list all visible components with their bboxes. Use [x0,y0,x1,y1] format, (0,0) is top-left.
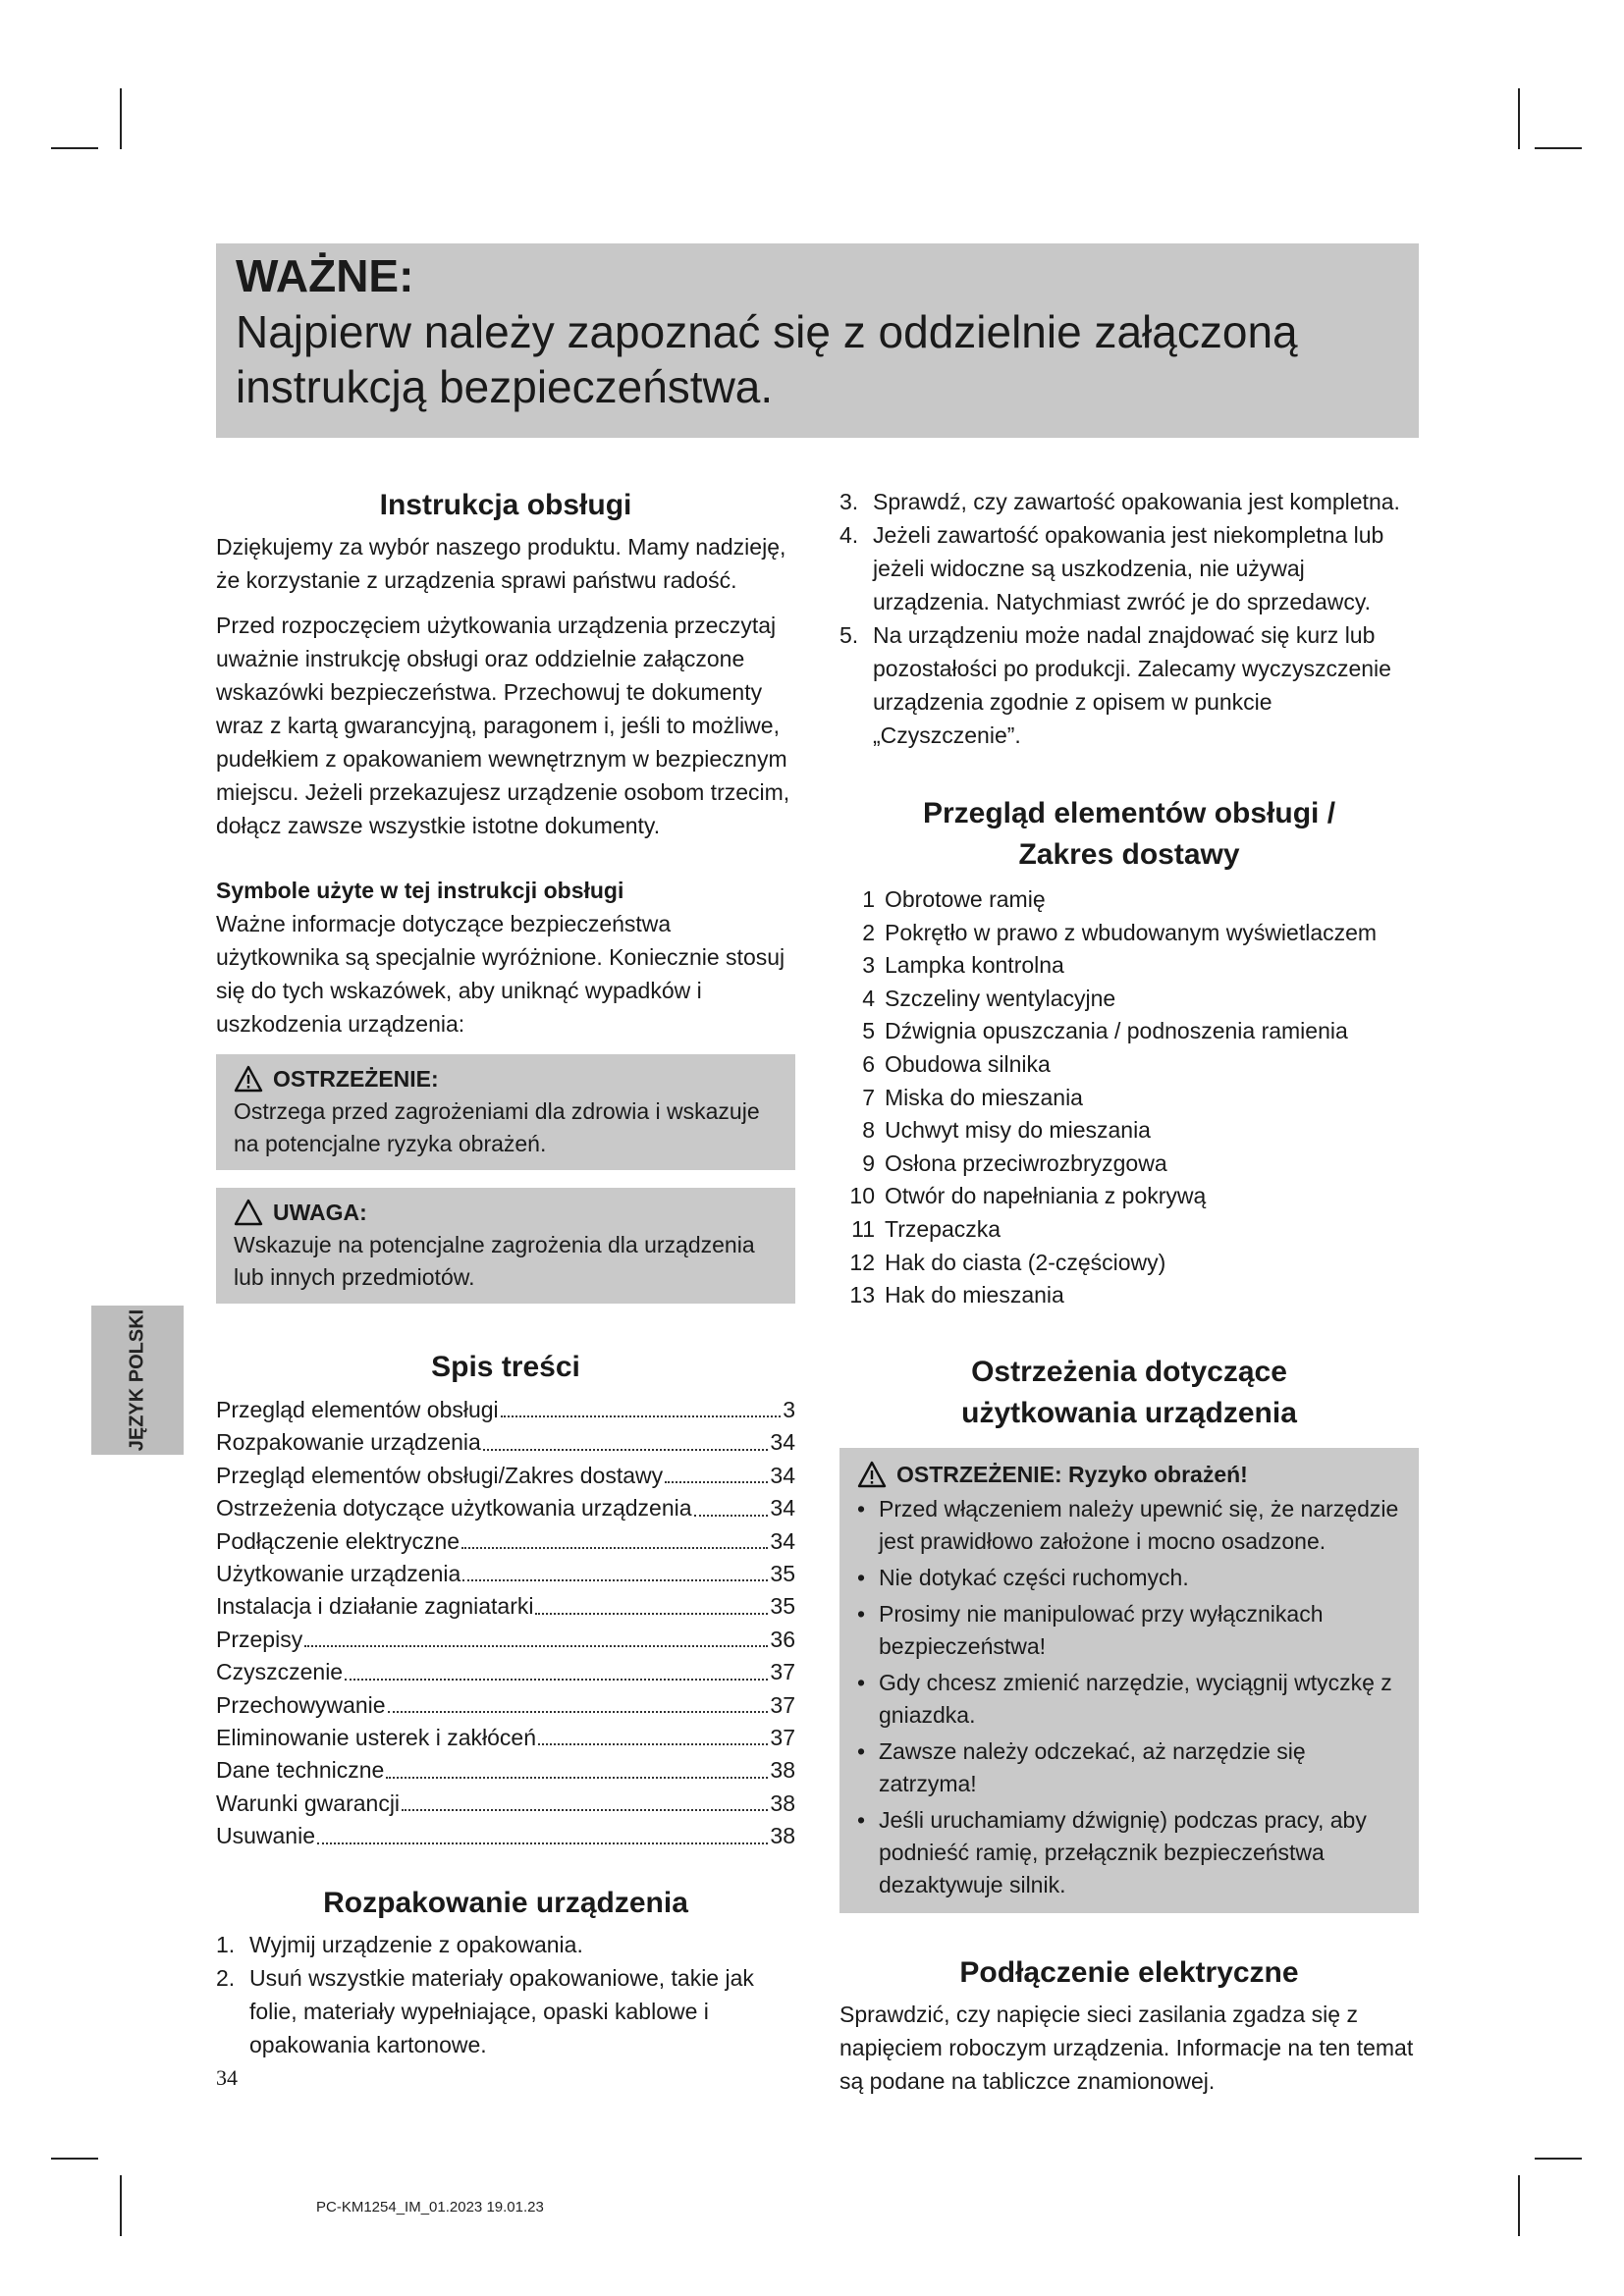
part-number: 4 [862,985,875,1011]
toc-leader [461,1525,768,1549]
bullet-dot: • [857,1806,866,1833]
crop-mark [1535,147,1582,149]
toc-entry-page: 35 [770,1593,795,1620]
language-tab [91,1306,184,1455]
toc-entry [216,1394,795,1426]
unpacking-step [216,1928,795,1961]
symbols-heading: Symbole użyte w tej instrukcji obsługi [216,878,624,903]
part-item [839,1015,1419,1048]
part-item [839,1082,1419,1115]
banner-title: WAŻNE: [236,250,414,301]
part-item [839,949,1419,983]
toc-entry-page: 38 [770,1757,795,1784]
bullet-dot: • [857,1564,866,1590]
warning-bullet [857,1735,1401,1800]
warning-bullets [857,1493,1401,1901]
bullet-text: Gdy chcesz zmienić narzędzie, wyciągnij wtyczkę z gniazdka. [879,1669,1392,1728]
left-column [216,485,795,2061]
toc-entry-page: 34 [770,1527,795,1554]
part-number: 9 [862,1149,875,1176]
part-number: 3 [862,952,875,979]
toc-entry-page: 37 [770,1659,795,1685]
crop-mark [120,2175,122,2236]
toc-leader [388,1689,769,1713]
step-number: 5. [839,622,859,648]
toc-entry [216,1820,795,1852]
caution-triangle-icon [234,1199,263,1226]
toc-entry-label: Ostrzeżenia dotyczące użytkowania urządzenia [216,1495,692,1522]
manual-heading: Instrukcja obsługi [379,489,632,521]
part-label: Obrotowe ramię [885,886,1046,912]
step-number: 3. [839,489,859,514]
toc-entry [216,1754,795,1787]
warning-triangle-icon [857,1461,887,1488]
warning-text: Ostrzega przed zagrożeniami dla zdrowia i wskazuje na potencjalne ryzyka obrażeń. [234,1098,760,1156]
toc-leader [402,1788,768,1811]
bullet-text: Przed włączeniem należy upewnić się, że narzędzie jest prawidłowo założone i mocno osadzone. [879,1495,1399,1554]
toc-entry [216,1460,795,1492]
part-number: 12 [849,1249,875,1275]
warning-bullet [857,1804,1401,1901]
overview-heading-line1: Przegląd elementów obsługi / [922,797,1336,829]
part-item [839,917,1419,950]
warning-triangle-icon [234,1065,263,1093]
language-tab-label: JĘZYK POLSKI [126,1308,148,1452]
step-text: Sprawdź, czy zawartość opakowania jest kompletna. [873,489,1400,514]
part-label: Pokrętło w prawo z wbudowanym wyświetlaczem [885,919,1378,945]
reading-paragraph: Przed rozpoczęciem użytkowania urządzenia przeczytaj uważnie instrukcję obsługi oraz oddzielnie załączone wskazówki bezpieczeństwa. Przechowuj te dokumenty wraz z kartą gwarancyjną, paragonem i, jeśli to możliwe, pudełkiem z opakowaniem wewnętrznym w bezpiecznym miejscu. Jeżeli przekazujesz urządzenie osobom trzecim, dołącz zawsze wszystkie istotne dokumenty. [216,613,790,838]
toc-entry [216,1590,795,1623]
step-text: Na urządzeniu może nadal znajdować się kurz lub pozostałości po produkcji. Zalecamy wyczyszczenie urządzenia zgodnie z opisem w punkcie „Czyszczenie”. [873,622,1391,748]
step-text: Usuń wszystkie materiały opakowaniowe, takie jak folie, materiały wypełniające, opaski kablowe i opakowania kartonowe. [249,1964,754,2057]
part-number: 8 [862,1117,875,1144]
caution-text: Wskazuje na potencjalne zagrożenia dla urządzenia lub innych przedmiotów. [234,1232,755,1290]
part-item [839,1148,1419,1181]
toc-entry [216,1788,795,1820]
warning-bullet [857,1562,1401,1594]
toc-entry-label: Przegląd elementów obsługi/Zakres dostawy [216,1462,664,1488]
part-item [839,1048,1419,1082]
toc-leader [483,1426,769,1450]
part-label: Hak do mieszania [885,1282,1064,1308]
bullet-dot: • [857,1737,866,1764]
bullet-text: Prosimy nie manipulować przy wyłącznikach bezpieczeństwa! [879,1600,1324,1659]
step-number: 1. [216,1931,236,1957]
warning-bullet [857,1598,1401,1663]
part-number: 6 [862,1050,875,1077]
part-number: 1 [862,886,875,912]
toc-leader [462,1558,768,1581]
part-number: 7 [862,1084,875,1110]
important-banner [216,243,1419,438]
toc-entry-label: Warunki gwarancji [216,1789,401,1816]
part-number: 11 [851,1215,875,1242]
bullet-dot: • [857,1669,866,1695]
crop-mark [120,88,122,149]
unpacking-steps-continued [839,485,1419,752]
part-label: Trzepaczka [885,1215,1001,1242]
toc-entry-page: 38 [770,1823,795,1849]
toc-entry-page: 34 [770,1462,795,1488]
toc-leader [345,1656,768,1680]
part-item [839,1180,1419,1213]
toc-entry-label: Eliminowanie usterek i zakłóceń [216,1725,536,1751]
toc-entry-page: 37 [770,1691,795,1718]
part-label: Hak do ciasta (2-częściowy) [885,1249,1166,1275]
part-label: Dźwignia opuszczania / podnoszenia ramienia [885,1018,1348,1044]
toc-entry [216,1426,795,1459]
bullet-dot: • [857,1495,866,1522]
electrical-paragraph: Sprawdzić, czy napięcie sieci zasilania zgadza się z napięciem roboczym urządzenia. Informacje na ten temat są podane na tabliczce znamionowej. [839,2001,1414,2094]
toc-entry-label: Przegląd elementów obsługi [216,1397,499,1422]
toc-entry-page: 35 [770,1561,795,1587]
part-label: Uchwyt misy do mieszania [885,1117,1151,1144]
toc-entry-label: Przepisy [216,1626,303,1652]
toc-entry-label: Użytkowanie urządzenia [216,1561,461,1587]
toc-entry-page: 36 [770,1626,795,1652]
unpacking-step [839,518,1419,618]
part-label: Obudowa silnika [885,1050,1051,1077]
symbols-paragraph: Ważne informacje dotyczące bezpieczeństwa użytkownika są specjalnie wyróżnione. Koniecznie stosuj się do tych wskazówek, aby uniknąć wypadków i uszkodzenia urządzenia: [216,911,785,1037]
toc-leader [317,1820,768,1843]
overview-heading-line2: Zakres dostawy [1018,838,1240,871]
toc-heading: Spis treści [431,1351,580,1383]
toc-leader [694,1492,769,1516]
warning-box [216,1054,795,1170]
part-item [839,1279,1419,1312]
part-item [839,983,1419,1016]
part-label: Lampka kontrolna [885,952,1064,979]
toc-leader [665,1460,768,1483]
toc-leader [304,1624,768,1647]
right-column [839,485,1419,2098]
bullet-text: Nie dotykać części ruchomych. [879,1564,1189,1590]
step-text: Wyjmij urządzenie z opakowania. [249,1931,583,1957]
crop-mark [51,147,98,149]
crop-mark [1518,88,1520,149]
toc-entry-page: 37 [770,1725,795,1751]
step-number: 2. [216,1964,236,1991]
crop-mark [1535,2158,1582,2160]
crop-mark [1518,2175,1520,2236]
warnings-heading-line1: Ostrzeżenia dotyczące [971,1355,1287,1388]
caution-box [216,1188,795,1304]
bullet-text: Zawsze należy odczekać, aż narzędzie się zatrzyma! [879,1737,1306,1796]
toc-entry [216,1722,795,1754]
electrical-heading: Podłączenie elektryczne [959,1955,1299,1989]
toc-entry-label: Czyszczenie [216,1659,344,1685]
part-number: 13 [849,1282,875,1308]
toc-entry-label: Dane techniczne [216,1757,385,1784]
bullet-dot: • [857,1600,866,1627]
toc-entry [216,1624,795,1656]
toc-leader [538,1722,768,1745]
part-label: Otwór do napełniania z pokrywą [885,1183,1207,1209]
part-item [839,883,1419,917]
toc-entry [216,1656,795,1688]
toc-entry-label: Instalacja i działanie zagniatarki [216,1593,534,1620]
warning-title: OSTRZEŻENIE: [273,1066,439,1092]
unpacking-step [839,618,1419,752]
toc-entry-page: 38 [770,1789,795,1816]
unpacking-step [839,485,1419,518]
warnings-heading [839,1352,1419,1434]
banner-text: Najpierw należy zapoznać się z oddzielnie załączoną instrukcją bezpieczeństwa. [236,306,1298,412]
toc-entry-label: Rozpakowanie urządzenia [216,1429,481,1456]
toc-leader [501,1394,782,1417]
injury-warning-title: OSTRZEŻENIE: Ryzyko obrażeń! [896,1461,1248,1487]
part-label: Miska do mieszania [885,1084,1083,1110]
toc-entry-page: 3 [783,1397,795,1422]
intro-paragraph: Dziękujemy za wybór naszego produktu. Mamy nadzieję, że korzystanie z urządzenia sprawi państwu radość. [216,534,786,593]
toc-entry-page: 34 [770,1495,795,1522]
toc-leader [535,1590,768,1614]
part-item [839,1114,1419,1148]
overview-heading [839,793,1419,876]
toc-entry [216,1558,795,1590]
part-label: Osłona przeciwrozbryzgowa [885,1149,1167,1176]
unpacking-steps [216,1928,795,2061]
unpacking-step [216,1961,795,2061]
table-of-contents [216,1394,795,1853]
part-number: 5 [862,1018,875,1044]
toc-leader [386,1754,768,1778]
toc-entry-label: Usuwanie [216,1823,315,1849]
print-footer: PC-KM1254_IM_01.2023 19.01.23 [316,2199,544,2216]
bullet-text: Jeśli uruchamiamy dźwignię) podczas pracy, aby podnieść ramię, przełącznik bezpieczeństwa dezaktywuje silnik. [879,1806,1367,1897]
step-text: Jeżeli zawartość opakowania jest niekompletna lub jeżeli widoczne są uszkodzenia, nie używaj urządzenia. Natychmiast zwróć je do sprzedawcy. [873,522,1384,614]
part-label: Szczeliny wentylacyjne [885,985,1116,1011]
part-number: 10 [849,1183,875,1209]
step-number: 4. [839,522,859,548]
toc-entry-label: Przechowywanie [216,1691,386,1718]
warning-bullet [857,1493,1401,1558]
warning-bullet [857,1667,1401,1732]
caution-title: UWAGA: [273,1200,367,1225]
toc-entry [216,1492,795,1524]
toc-entry [216,1525,795,1558]
part-item [839,1247,1419,1280]
unpacking-heading: Rozpakowanie urządzenia [323,1886,688,1919]
warnings-heading-line2: użytkowania urządzenia [961,1396,1297,1429]
injury-warning-box [839,1448,1419,1913]
toc-entry [216,1689,795,1722]
part-item [839,1213,1419,1247]
part-number: 2 [862,919,875,945]
toc-entry-page: 34 [770,1429,795,1456]
crop-mark [51,2158,98,2160]
page-number: 34 [216,2065,238,2090]
parts-list [839,883,1419,1312]
toc-entry-label: Podłączenie elektryczne [216,1527,460,1554]
